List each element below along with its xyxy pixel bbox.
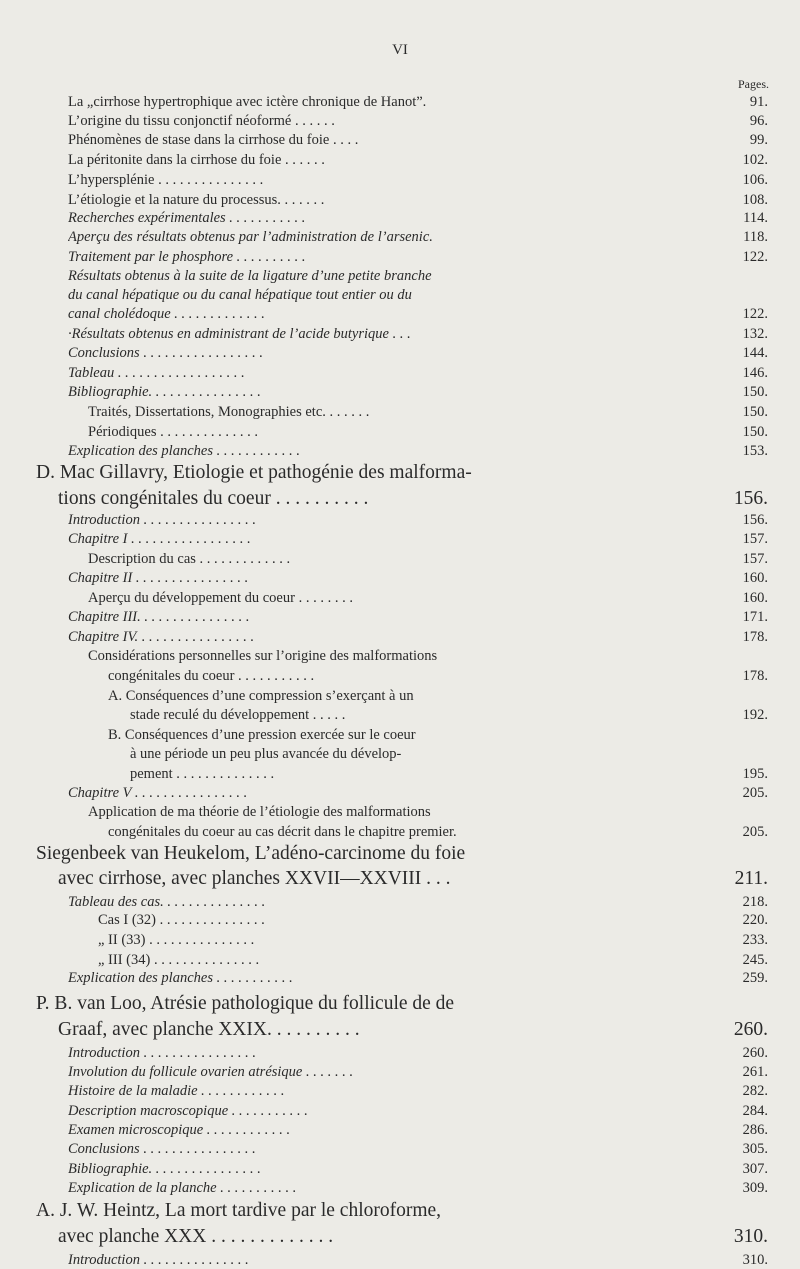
toc-entry-page: 156. [733, 488, 768, 509]
toc-entry-title: à une période un peu plus avancée du dévelop- [130, 746, 402, 762]
toc-entry-title: P. B. van Loo, Atrésie pathologique du follicule de de [36, 993, 455, 1014]
toc-entry-title: Aperçu des résultats obtenus par l’administration de l’arsenic. [68, 229, 433, 245]
toc-entry-page: 150. [742, 404, 768, 420]
toc-entry-title: Description du cas . . . . . . . . . . . . . [88, 551, 291, 567]
toc-entry-title: A. J. W. Heintz, La mort tardive par le chloroforme, [36, 1200, 442, 1221]
toc-entry-title: Application de ma théorie de l’étiologie des malformations [88, 804, 431, 820]
toc-entry-title: Chapitre II . . . . . . . . . . . . . . . . [68, 570, 249, 586]
toc-entry-title: Siegenbeek van Heukelom, L’adéno-carcinome du foie [36, 843, 466, 864]
toc-entry-title: Traités, Dissertations, Monographies etc. . . . . . . [88, 404, 370, 420]
toc-entry-page: 108. [742, 192, 768, 208]
toc-entry-page: 192. [742, 707, 768, 723]
toc-entry-page: 282. [742, 1083, 768, 1099]
toc-entry-page: 99. [749, 132, 768, 148]
toc-entry-page: 114. [743, 210, 768, 226]
toc-entry-title: Cas I (32) . . . . . . . . . . . . . . . [98, 912, 265, 928]
toc-entry-title: Considérations personnelles sur l’origine des malformations [88, 648, 438, 664]
toc-entry-title: L’étiologie et la nature du processus. . . . . . . [68, 192, 325, 208]
toc-entry-page: 286. [742, 1122, 768, 1138]
page-number: VI [392, 42, 408, 58]
toc-entry-title: tions congénitales du coeur . . . . . . . . . . [58, 488, 369, 509]
toc-entry-title: Explication des planches . . . . . . . . . . . [68, 970, 293, 986]
toc-entry-page: 102. [742, 152, 768, 168]
toc-entry-title: Tableau . . . . . . . . . . . . . . . . . . [68, 365, 245, 381]
toc-entry-page: 144. [742, 345, 768, 361]
toc-entry-title: Chapitre IV. . . . . . . . . . . . . . . . . [68, 629, 255, 645]
toc-entry-title: Chapitre III. . . . . . . . . . . . . . . . [68, 609, 250, 625]
toc-entry-title: Examen microscopique . . . . . . . . . . . . [68, 1122, 291, 1138]
toc-entry-title: Description macroscopique . . . . . . . . . . . [68, 1103, 308, 1119]
toc-entry-title: Bibliographie. . . . . . . . . . . . . . . . [68, 1161, 261, 1177]
toc-entry-title: avec planche XXX . . . . . . . . . . . . . [58, 1226, 334, 1247]
toc-entry-page: 211. [734, 868, 768, 889]
toc-entry-title: Conclusions . . . . . . . . . . . . . . . . . [68, 345, 263, 361]
toc-entry-title: L’origine du tissu conjonctif néoformé . . . . . . [68, 113, 335, 129]
toc-entry-page: 153. [742, 443, 768, 459]
toc-entry-title: ·Résultats obtenus en administrant de l’acide butyrique . . . [68, 326, 411, 342]
toc-entry-page: 310. [742, 1252, 768, 1268]
toc-entry-page: 150. [742, 384, 768, 400]
toc-entry-page: 260. [733, 1019, 768, 1040]
toc-entry-page: 261. [742, 1064, 768, 1080]
toc-entry-page: 205. [742, 785, 768, 801]
toc-entry-title: Chapitre I . . . . . . . . . . . . . . . . . [68, 531, 251, 547]
toc-entry-title: pement . . . . . . . . . . . . . . [130, 766, 275, 782]
toc-entry-page: 218. [742, 894, 768, 910]
toc-entry-title: D. Mac Gillavry, Etiologie et pathogénie des malforma- [36, 462, 472, 483]
toc-entry-page: 146. [742, 365, 768, 381]
toc-entry-title: Involution du follicule ovarien atrésique . . . . . . . [68, 1064, 354, 1080]
toc-entry-title: Phénomènes de stase dans la cirrhose du foie . . . . [68, 132, 359, 148]
toc-entry-title: „ III (34) . . . . . . . . . . . . . . . [98, 952, 260, 968]
toc-entry-page: 309. [742, 1180, 768, 1196]
toc-entry-page: 305. [742, 1141, 768, 1157]
toc-entry-page: 156. [742, 512, 768, 528]
toc-entry-title: La péritonite dans la cirrhose du foie . . . . . . [68, 152, 325, 168]
toc-entry-page: 132. [742, 326, 768, 342]
toc-entry-title: Bibliographie. . . . . . . . . . . . . . . . [68, 384, 261, 400]
toc-entry-page: 195. [742, 766, 768, 782]
toc-entry-page: 260. [742, 1045, 768, 1061]
toc-entry-title: L’hypersplénie . . . . . . . . . . . . . . . [68, 172, 264, 188]
toc-entry-page: 157. [742, 551, 768, 567]
toc-entry-title: Explication des planches . . . . . . . . . . . . [68, 443, 300, 459]
toc-entry-page: 118. [743, 229, 768, 245]
toc-entry-title: B. Conséquences d’une pression exercée sur le coeur [108, 727, 416, 743]
toc-entry-title: Graaf, avec planche XXIX. . . . . . . . . . [58, 1019, 360, 1040]
toc-entry-page: 233. [742, 932, 768, 948]
toc-entry-title: avec cirrhose, avec planches XXVII—XXVIII . . . [58, 868, 451, 889]
toc-entry-page: 284. [742, 1103, 768, 1119]
toc-entry-title: La „cirrhose hypertrophique avec ictère chronique de Hanot”. [68, 94, 427, 110]
toc-entry-title: Explication de la planche . . . . . . . . . . . [68, 1180, 297, 1196]
toc-entry-page: 122. [742, 306, 768, 322]
toc-entry-title: Conclusions . . . . . . . . . . . . . . . . [68, 1141, 256, 1157]
toc-entry-title: Introduction . . . . . . . . . . . . . . . . [68, 512, 256, 528]
toc-entry-title: Introduction . . . . . . . . . . . . . . . . [68, 1045, 256, 1061]
toc-entry-title: congénitales du coeur . . . . . . . . . . . [108, 668, 315, 684]
toc-entry-page: 220. [742, 912, 768, 928]
toc-entry-page: 178. [742, 668, 768, 684]
toc-entry-title: Chapitre V . . . . . . . . . . . . . . . . [68, 785, 248, 801]
toc-entry-page: 307. [742, 1161, 768, 1177]
toc-entry-page: 160. [742, 590, 768, 606]
toc-entry-page: 160. [742, 570, 768, 586]
toc-entry-page: 122. [742, 249, 768, 265]
toc-entry-title: Périodiques . . . . . . . . . . . . . . [88, 424, 258, 440]
toc-entry-page: 91. [749, 94, 768, 110]
toc-entry-page: 178. [742, 629, 768, 645]
toc-entry-page: 106. [742, 172, 768, 188]
toc-entry-page: 310. [733, 1226, 768, 1247]
toc-entry-page: 171. [742, 609, 768, 625]
toc-entry-title: congénitales du coeur au cas décrit dans le chapitre premier. [108, 824, 457, 840]
toc-entry-page: 150. [742, 424, 768, 440]
toc-entry-title: Aperçu du développement du coeur . . . . . . . . [88, 590, 353, 606]
toc-entry-title: Résultats obtenus à la suite de la ligature d’une petite branche [68, 268, 432, 284]
toc-entry-title: Introduction . . . . . . . . . . . . . . . [68, 1252, 249, 1268]
toc-entry-title: „ II (33) . . . . . . . . . . . . . . . [98, 932, 255, 948]
toc-entry-title: Histoire de la maladie . . . . . . . . . . . . [68, 1083, 285, 1099]
toc-entry-title: stade reculé du développement . . . . . [130, 707, 346, 723]
toc-entry-title: Traitement par le phosphore . . . . . . . . . . [68, 249, 306, 265]
toc-entry-title: Tableau des cas. . . . . . . . . . . . . . . [68, 894, 266, 910]
toc-entry-page: 259. [742, 970, 768, 986]
toc-entry-page: 157. [742, 531, 768, 547]
toc-entry-title: A. Conséquences d’une compression s’exerçant à un [108, 688, 414, 704]
toc-entry-page: 96. [749, 113, 768, 129]
toc-entry-title: canal cholédoque . . . . . . . . . . . . . [68, 306, 265, 322]
toc-entry-page: 205. [742, 824, 768, 840]
pages-column-label: Pages. [738, 77, 769, 91]
toc-entry-title: Recherches expérimentales . . . . . . . . . . . [68, 210, 306, 226]
toc-entry-title: du canal hépatique ou du canal hépatique tout entier ou du [68, 287, 412, 303]
toc-entry-page: 245. [742, 952, 768, 968]
